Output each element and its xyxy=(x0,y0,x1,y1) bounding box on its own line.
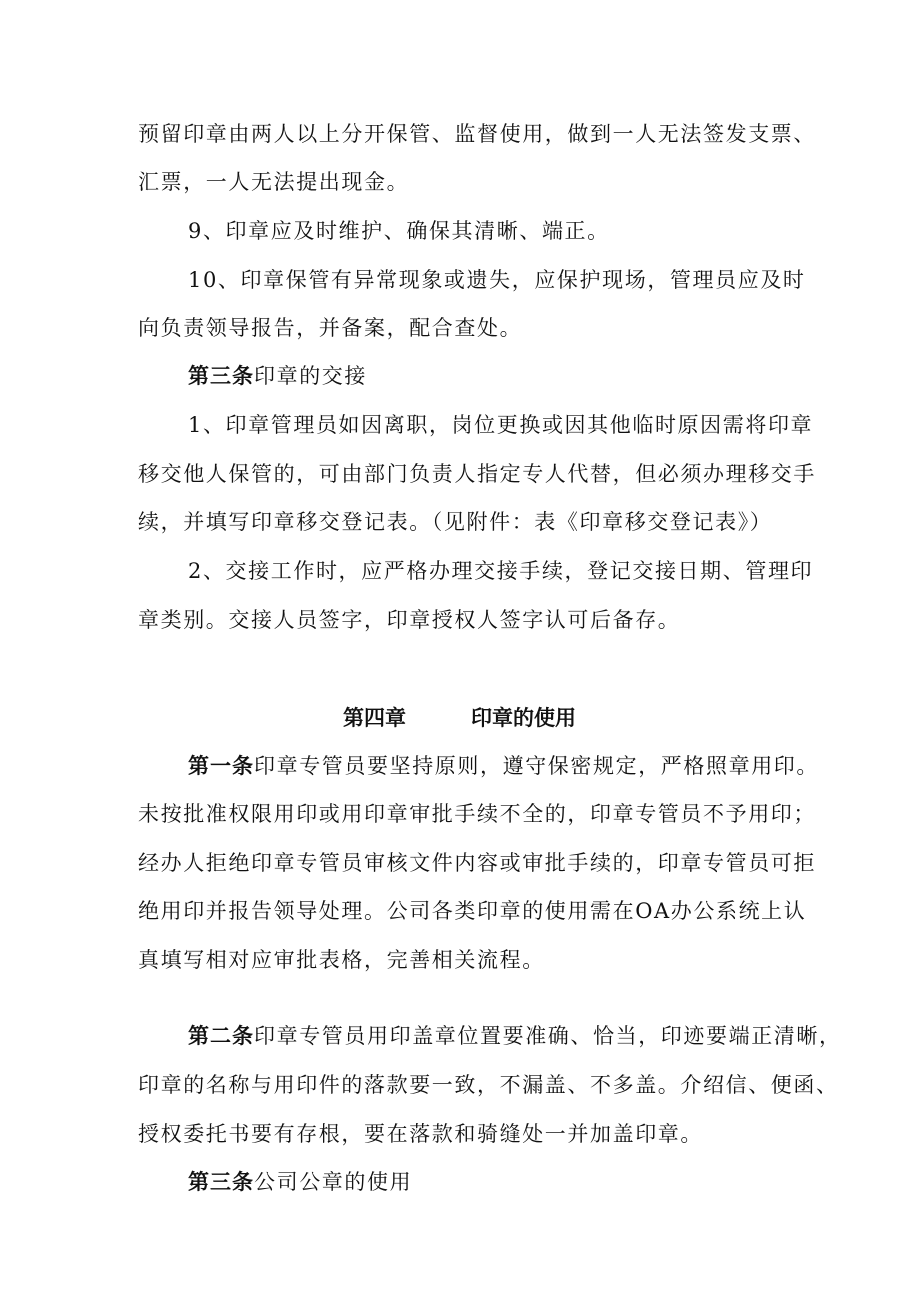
article-number: 第三条 xyxy=(188,1169,254,1194)
article-title: 印章的交接 xyxy=(254,364,367,388)
paragraph-line: 绝用印并报告领导处理。公司各类印章的使用需在OA办公系统上认 xyxy=(138,899,807,923)
article-number: 第一条 xyxy=(188,753,254,778)
article-2-paragraph xyxy=(188,1022,842,1050)
list-item-9: 9、印章应及时维护、确保其清晰、端正。 xyxy=(188,219,610,243)
paragraph-line: 预留印章由两人以上分开保管、监督使用，做到一人无法签发支票、 xyxy=(138,122,816,146)
paragraph-line: 章类别。交接人员签字，印章授权人签字认可后备存。 xyxy=(138,608,681,632)
list-item-2: 2、交接工作时，应严格办理交接手续，登记交接日期、管理印 xyxy=(188,559,814,583)
paragraph-line: 向负责领导报告，并备案，配合查处。 xyxy=(138,316,523,340)
article-title: 公司公章的使用 xyxy=(254,1170,413,1194)
article-3-heading xyxy=(188,1168,412,1196)
list-item-10: 10、印章保管有异常现象或遗失，应保护现场，管理员应及时 xyxy=(188,268,806,292)
paragraph-line: 移交他人保管的，可由部门负责人指定专人代替，但必须办理移交手 xyxy=(138,462,816,486)
paragraph-line: 印章的名称与用印件的落款要一致，不漏盖、不多盖。介绍信、便函、 xyxy=(138,1073,839,1097)
paragraph-line: 续，并填写印章移交登记表。（见附件：表《印章移交登记表》） xyxy=(138,510,773,534)
article-3-heading xyxy=(188,362,367,390)
article-number: 第二条 xyxy=(188,1023,254,1048)
list-item-1: 1、印章管理员如因离职，岗位更换或因其他临时原因需将印章 xyxy=(188,413,814,437)
article-number: 第三条 xyxy=(188,363,254,388)
paragraph-line: 汇票，一人无法提出现金。 xyxy=(138,170,410,194)
paragraph-text: 印章专管员要坚持原则，遵守保密规定，严格照章用印。 xyxy=(254,754,819,778)
chapter-number: 第四章 xyxy=(343,705,406,730)
paragraph-line: 真填写相对应审批表格，完善相关流程。 xyxy=(138,948,545,972)
article-1-paragraph xyxy=(188,752,819,780)
chapter-title: 印章的使用 xyxy=(471,705,576,730)
paragraph-text: 印章专管员用印盖章位置要准确、恰当，印迹要端正清晰， xyxy=(254,1024,842,1048)
paragraph-line: 授权委托书要有存根，要在落款和骑缝处一并加盖印章。 xyxy=(138,1122,703,1146)
paragraph-line: 未按批准权限用印或用印章审批手续不全的，印章专管员不予用印； xyxy=(138,802,816,826)
paragraph-line: 经办人拒绝印章专管员审核文件内容或审批手续的，印章专管员可拒 xyxy=(138,851,816,875)
